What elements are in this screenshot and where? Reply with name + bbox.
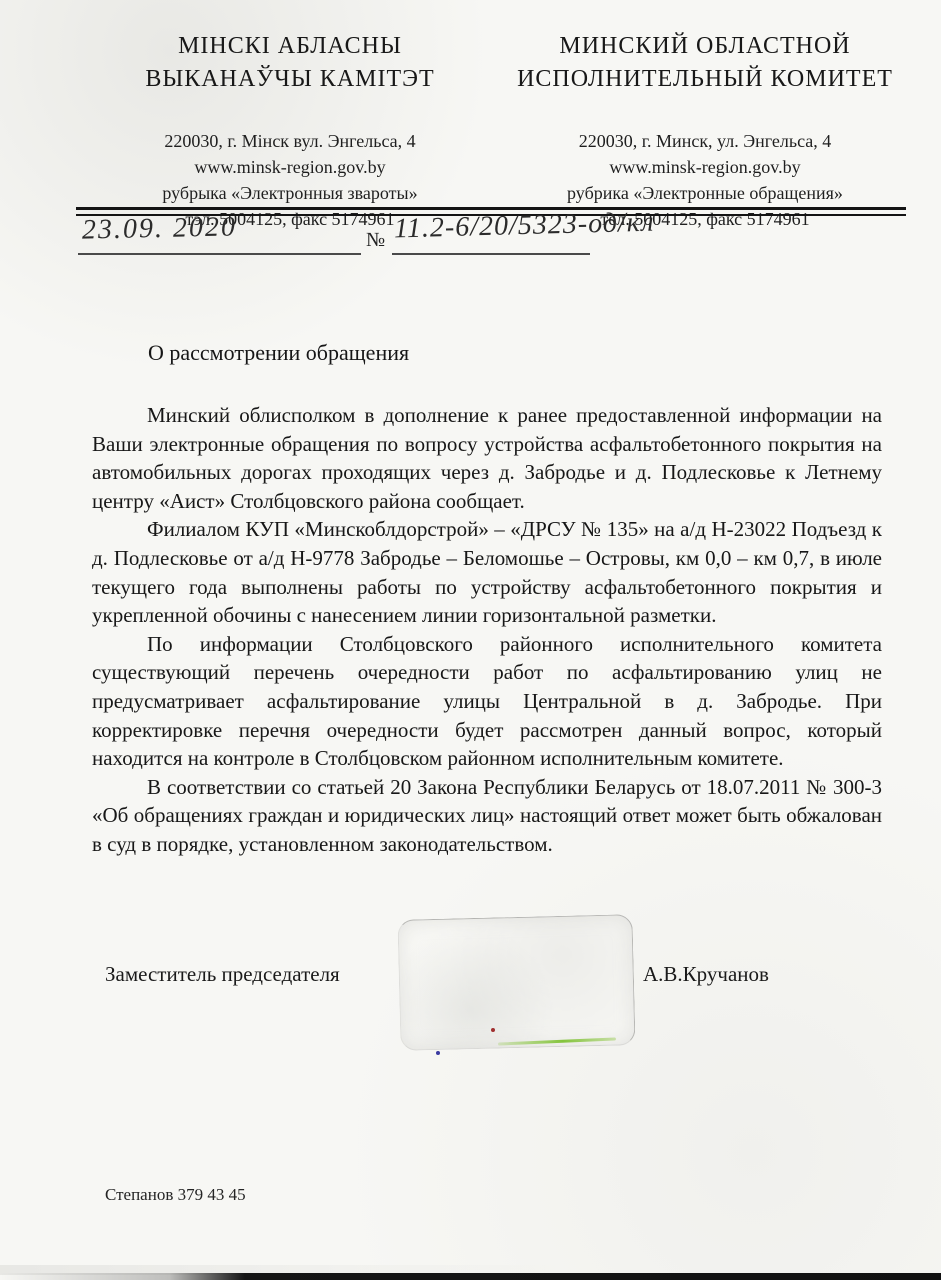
org-title-by-line2: ВЫКАНАЎЧЫ КАМІТЭТ [145, 66, 435, 92]
reference-number-handwritten: 11.2-6/20/5323-од/кл [393, 206, 655, 245]
red-ink-speck [491, 1028, 495, 1032]
body-paragraph-3: По информации Столбцовского районного исполнительного комитета существующий перечень очередности работ по асфальтированию улиц не предусматривает асфальтирование улицы Центральной в д. Забродье. При корректировке перечня очередности будет рассмотрен данный вопрос, который находится на контроле в Столбцовском районном исполнительным комитете. [92, 631, 882, 771]
letterhead-left [90, 30, 490, 232]
letter-body [92, 401, 882, 859]
reference-date-underline [78, 253, 361, 255]
org-title-by [90, 30, 490, 96]
letterhead-right [505, 30, 905, 232]
org-title-by-line1: МІНСКІ АБЛАСНЫ [178, 33, 402, 59]
org-title-ru-line2: ИСПОЛНИТЕЛЬНЫЙ КОМИТЕТ [517, 66, 893, 92]
org-address-ru-line1: 220030, г. Минск, ул. Энгельса, 4 [578, 131, 832, 151]
blue-ink-speck [436, 1051, 440, 1055]
org-title-ru-line1: МИНСКИЙ ОБЛАСТНОЙ [559, 33, 851, 59]
reference-number-sign: № [366, 229, 386, 251]
body-paragraph-2: Филиалом КУП «Минскоблдорстрой» – «ДРСУ № 135» на а/д Н-23022 Подъезд к д. Подлесковье от а/д Н-9778 Забродье – Беломошье – Островы, км 0,0 – км 0,7, в июле текущего года выполнены работы по устройству асфальтобетонного покрытия и укрепленной обочины с нанесением линии горизонтальной разметки. [92, 517, 882, 628]
signatory-name: А.В.Кручанов [643, 962, 769, 986]
org-title-ru [505, 30, 905, 96]
reference-number-underline [392, 253, 590, 255]
reference-date-handwritten: 23.09. 2020 [81, 211, 238, 246]
scan-edge-bottom [0, 1273, 941, 1280]
org-website-ru: www.minsk-region.gov.by [609, 157, 801, 177]
org-address-by-line1: 220030, г. Мінск вул. Энгельса, 4 [164, 131, 416, 151]
signature-position-title: Заместитель председателя [105, 962, 340, 986]
org-rubric-ru: рубрика «Электронные обращения» [567, 183, 843, 203]
org-rubric-by: рубрыка «Электронныя звароты» [162, 183, 418, 203]
org-phone-ru: тел. 5004125, факс 5174961 [600, 209, 810, 229]
body-paragraph-1: Минский облисполком в дополнение к ранее предоставленной информации на Ваши электронные обращения по вопросу устройства асфальтобетонного покрытия на автомобильных дорогах проходящих через д. Забродье и д. Подлесковье к Летнему центру «Аист» Столбцовского района сообщает. [92, 403, 882, 513]
org-website-by: www.minsk-region.gov.by [194, 157, 386, 177]
subject-line: О рассмотрении обращения [148, 340, 410, 365]
executor-note: Степанов 379 43 45 [105, 1185, 246, 1204]
whiteout-patch [397, 914, 635, 1051]
body-paragraph-4: В соответствии со статьей 20 Закона Республики Беларусь от 18.07.2011 № 300-3 «Об обращениях граждан и юридических лиц» настоящий ответ может быть обжалован в суд в порядке, установленном законодательством. [92, 774, 882, 856]
org-phone-by: тэл. 5004125, факс 5174961 [185, 209, 395, 229]
